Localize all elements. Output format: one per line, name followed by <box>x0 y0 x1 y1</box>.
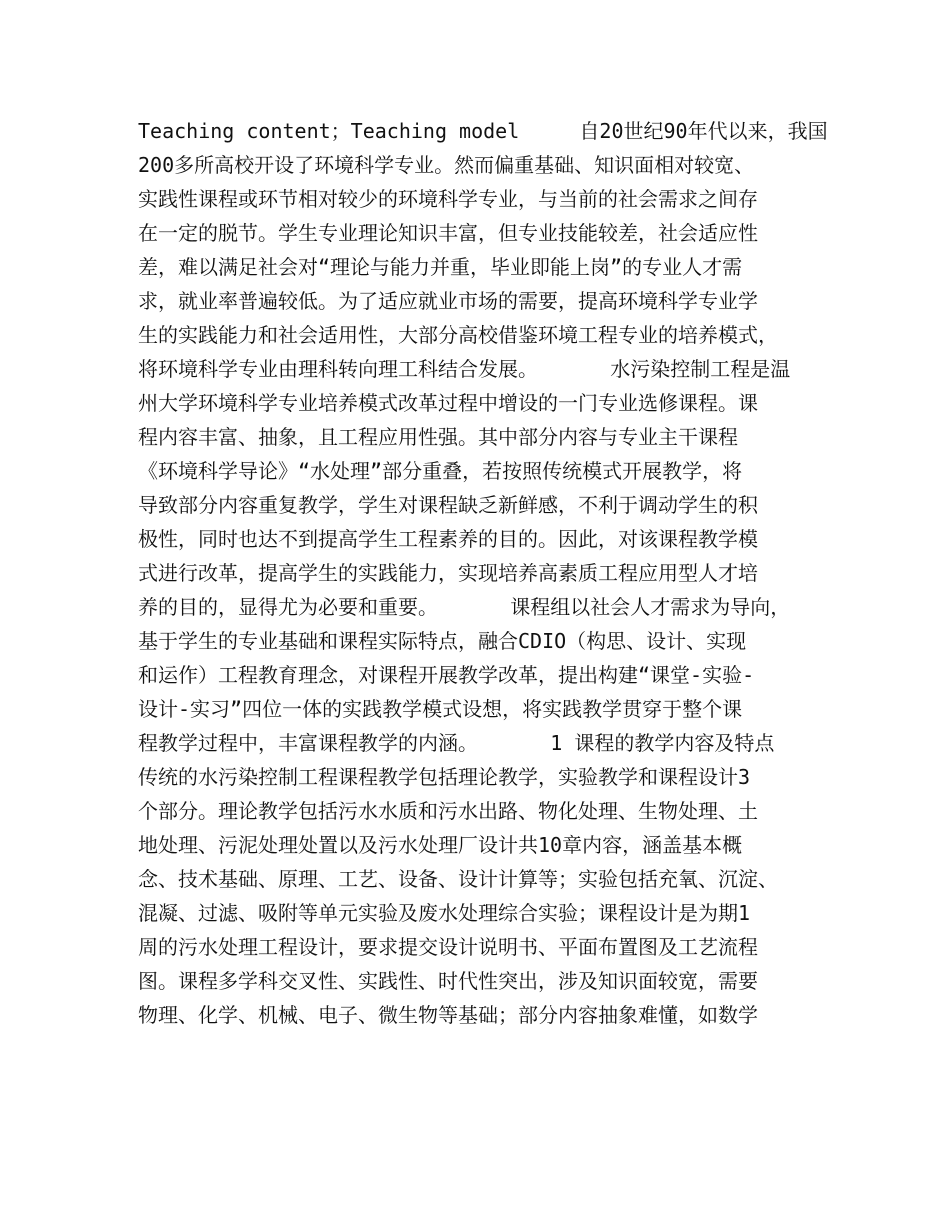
text-line: 州大学环境科学专业培养模式改革过程中增设的一门专业选修课程。课 <box>138 391 758 415</box>
text-line: 在一定的脱节。学生专业理论知识丰富，但专业技能较差，社会适应性 <box>138 221 758 245</box>
text-line: 200多所高校开设了环境科学专业。然而偏重基础、知识面相对较宽、 <box>138 153 755 177</box>
text-line: 式进行改革，提高学生的实践能力，实现培养高素质工程应用型人才培 <box>138 561 758 585</box>
text-line: 设计-实习”四位一体的实践教学模式设想，将实践教学贯穿于整个课 <box>138 697 743 721</box>
text-line: 极性，同时也达不到提高学生工程素养的目的。因此，对该课程教学模 <box>138 527 758 551</box>
text-line: 和运作）工程教育理念，对课程开展教学改革，提出构建“课堂-实验- <box>138 663 755 687</box>
text-line: 图。课程多学科交叉性、实践性、时代性突出，涉及知识面较宽，需要 <box>138 969 758 993</box>
text-line: 程内容丰富、抽象，且工程应用性强。其中部分内容与专业主干课程 <box>138 425 738 449</box>
text-line: 混凝、过滤、吸附等单元实验及废水处理综合实验；课程设计是为期1 <box>138 901 751 925</box>
text-line: 程教学过程中，丰富课程教学的内涵。 1 课程的教学内容及特点 <box>138 731 775 755</box>
text-line: 导致部分内容重复教学，学生对课程缺乏新鲜感，不利于调动学生的积 <box>138 493 758 517</box>
text-line: 将环境科学专业由理科转向理工科结合发展。 水污染控制工程是温 <box>138 357 791 381</box>
text-line: 念、技术基础、原理、工艺、设备、设计计算等；实验包括充氧、沉淀、 <box>138 867 778 891</box>
text-line: 生的实践能力和社会适用性，大部分高校借鉴环境工程专业的培养模式， <box>138 323 778 347</box>
text-line: 实践性课程或环节相对较少的环境科学专业，与当前的社会需求之间存 <box>138 187 758 211</box>
text-line: 个部分。理论教学包括污水水质和污水出路、物化处理、生物处理、土 <box>138 799 758 823</box>
text-line: 求，就业率普遍较低。为了适应就业市场的需要，提高环境科学专业学 <box>138 289 758 313</box>
text-line: 养的目的，显得尤为必要和重要。 课程组以社会人才需求为导向， <box>138 595 791 619</box>
text-line: 传统的水污染控制工程课程教学包括理论教学，实验教学和课程设计3 <box>138 765 751 789</box>
text-line: 差，难以满足社会对“理论与能力并重，毕业即能上岗”的专业人才需 <box>138 255 743 279</box>
text-line: 《环境科学导论》“水处理”部分重叠，若按照传统模式开展教学，将 <box>138 459 743 483</box>
text-line: 周的污水处理工程设计，要求提交设计说明书、平面布置图及工艺流程 <box>138 935 758 959</box>
text-line: 物理、化学、机械、电子、微生物等基础；部分内容抽象难懂，如数学 <box>138 1003 758 1027</box>
text-line: 基于学生的专业基础和课程实际特点，融合CDIO（构思、设计、实现 <box>138 629 747 653</box>
text-line: 地处理、污泥处理处置以及污水处理厂设计共10章内容，涵盖基本概 <box>138 833 743 857</box>
text-line: Teaching content；Teaching model 自20世纪90年代以来，我国 <box>138 119 828 143</box>
